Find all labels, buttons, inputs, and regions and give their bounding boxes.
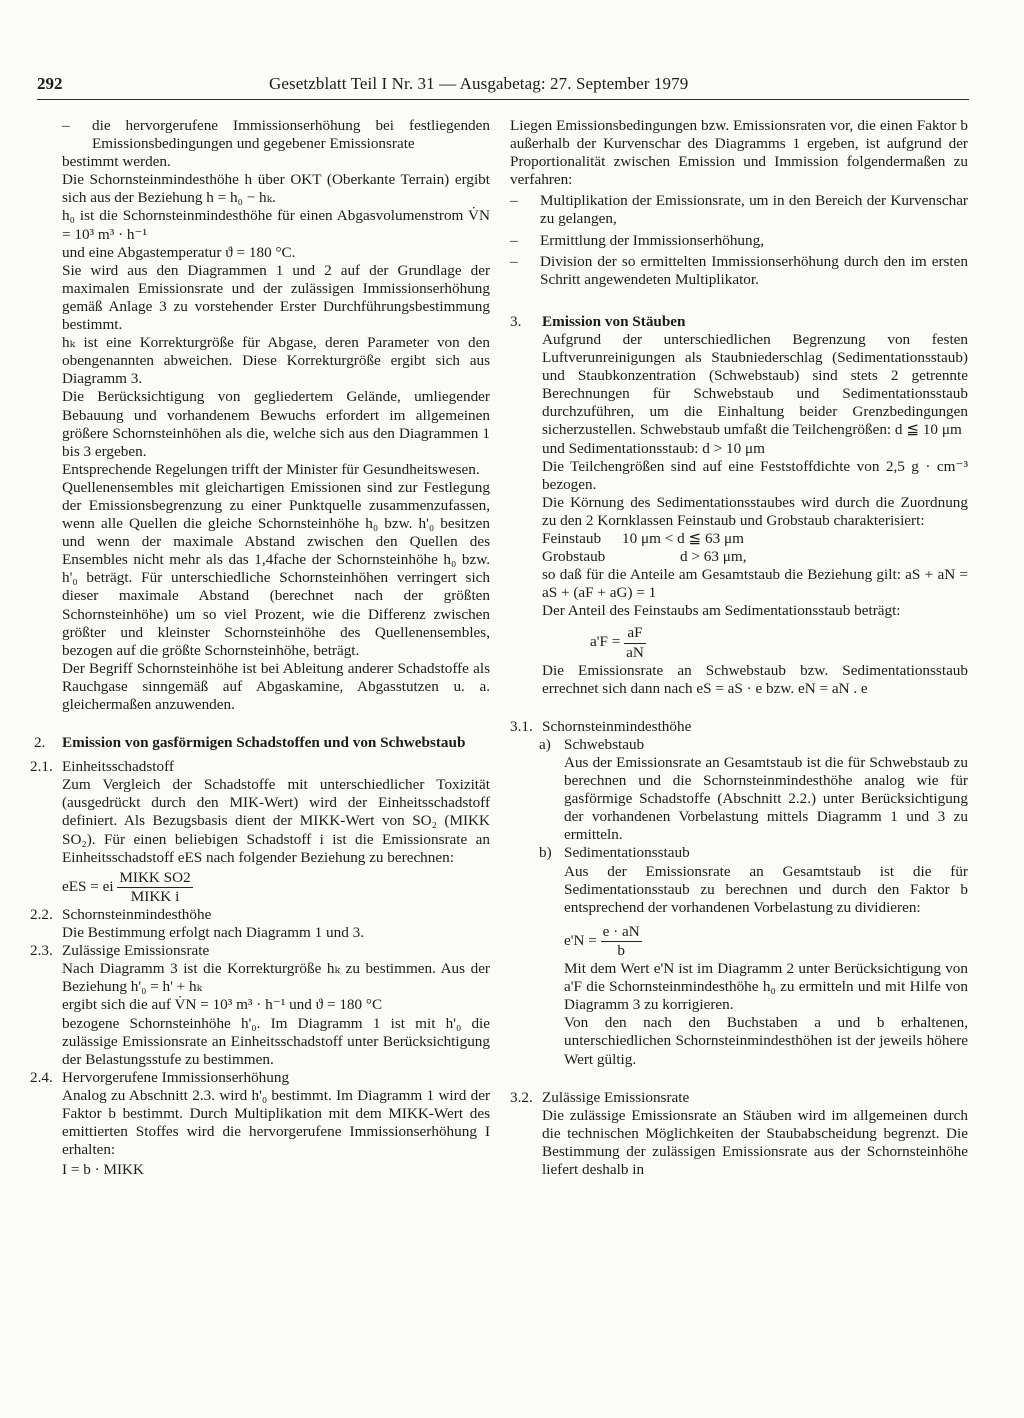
paragraph: Entsprechende Regelungen trifft der Minister für Gesundheitswesen. — [62, 460, 480, 478]
paragraph: Mit dem Wert e'N ist im Diagramm 2 unter Berücksichtigung von a'F die Schornsteinmindesthöhe h₀ zu ermitteln und mit Hilfe von Diagramm 3 zu korrigieren. — [564, 960, 968, 1014]
paragraph: Aus der Emissionsrate an Gesamtstaub ist die für Sedimentationsstaub zu berechnen und durch den Faktor b entsprechend der vorhandenen Vorbelastung zu dividieren: — [564, 862, 968, 916]
subsection-heading: 2.2. Schornsteinmindesthöhe — [30, 905, 212, 923]
paragraph: h₀ ist die Schornsteinmindesthöhe für einen Abgasvolumenstrom V̇N = 10³ m³ · h⁻¹ — [62, 207, 490, 243]
paragraph: Die Emissionsrate an Schwebstaub bzw. Sedimentationsstaub errechnet sich dann nach eS = aS · e bzw. eN = aN . e — [542, 661, 968, 697]
subsection-heading: 3.1. Schornsteinmindesthöhe — [510, 717, 692, 735]
paragraph: Zum Vergleich der Schadstoffe mit unterschiedlicher Toxizität (ausgedrückt durch den MIK-Wert) wird der Einheitsschadstoff definiert. Als Bezugsbasis dient der MIKK-Wert von SO₂ (MIKK SO₂). Für einen beliebigen Schadstoff i ist die Emissionsrate an Einheitsschadstoff eES nach folgender Beziehung zu berechnen: — [62, 776, 490, 866]
list-item: – Multiplikation der Emissionsrate, um in den Bereich der Kurvenschar zu gelangen, — [510, 192, 968, 228]
page-number: 292 — [37, 74, 63, 93]
paragraph: und Sedimentationsstaub: d > 10 μm — [542, 439, 765, 457]
paragraph: Nach Diagramm 3 ist die Korrekturgröße hₖ zu bestimmen. Aus der Beziehung h'₀ = h' + hₖ — [62, 960, 490, 996]
paragraph: bestimmt werden. — [62, 153, 171, 171]
paragraph: bezogene Schornsteinhöhe h'₀. Im Diagramm 1 ist mit h'₀ die zulässige Emissionsrate an Einheitsschadstoff unter Berücksichtigung der Belastungsstufe zu bestimmen. — [62, 1014, 490, 1068]
paragraph: hₖ ist eine Korrekturgröße für Abgase, deren Parameter von den obengenannten abweichen. Diese Korrekturgröße ergibt sich aus Diagramm 3. — [62, 334, 490, 388]
list-item: – Division der so ermittelten Immissionserhöhung durch den im ersten Schritt angewendeten Multiplikator. — [510, 252, 968, 288]
paragraph: Die Berücksichtigung von gegliedertem Gelände, umliegender Bebauung und vorhandenem Bewuchs erfordert im allgemeinen größere Schornsteinhöhen als die, welche sich aus den Diagrammen 1 bis 3 ergeben. — [62, 388, 490, 460]
paragraph: Die Teilchengrößen sind auf eine Feststoffdichte von 2,5 g · cm⁻³ bezogen. — [542, 457, 968, 493]
list-item: – die hervorgerufene Immissionserhöhung bei festliegenden Emissionsbedingungen und gegebener Emissionsrate — [62, 117, 490, 153]
equation: a'F = $\frac{aF}{aN}$ — [590, 624, 644, 661]
left-column — [30, 117, 490, 1179]
paragraph: Die Schornsteinmindesthöhe h über OKT (Oberkante Terrain) ergibt sich aus der Beziehung h = h₀ − hₖ. — [62, 171, 490, 207]
table-row: Feinstaub 10 μm < d ≦ 63 μm — [542, 529, 744, 547]
page-header — [37, 73, 969, 100]
list-item: – Ermittlung der Immissionserhöhung, — [510, 231, 764, 249]
paragraph: ergibt sich die auf V̇N = 10³ m³ · h⁻¹ und ϑ = 180 °C — [62, 996, 383, 1014]
fraction: $\frac{aF}{aN}$ — [626, 624, 644, 661]
equation: I = b · MIKK — [62, 1161, 144, 1179]
list-item: b) Sedimentationsstaub — [539, 844, 690, 862]
paragraph: Sie wird aus den Diagrammen 1 und 2 auf der Grundlage der maximalen Emissionsrate und der zulässigen Immissionserhöhung gemäß Anlage 3 zu vorstehender Erster Durchführungsbestimmung bestimmt. — [62, 261, 490, 334]
paragraph: und eine Abgastemperatur ϑ = 180 °C. — [62, 243, 296, 261]
paragraph: Aufgrund der unterschiedlichen Begrenzung von festen Luftverunreinigungen als Staubniederschlag (Sedimentationsstaub) und Staubkonzentration (Schwebstaub) sind stets 2 getrennte Berechnungen für Schwebstaub und Sedimentationsstaub durchzuführen, um die Einhaltung beider Grenzbedingungen sicherzustellen. Schwebstaub umfaßt die Teilchengrößen: d ≦ 10 μm — [542, 330, 968, 439]
section-heading: 3. Emission von Stäuben — [510, 312, 686, 330]
subsection-heading: 2.1. Einheitsschadstoff — [30, 758, 174, 776]
header-title: Gesetzblatt Teil I Nr. 31 — Ausgabetag: 27. September 1979 — [269, 74, 689, 93]
fraction: $\frac{\text{MIKK SO2}}{\text{MIKK i}}$ — [119, 868, 191, 905]
paragraph: Die Körnung des Sedimentationsstaubes wird durch die Zuordnung zu den 2 Kornklassen Feinstaub und Grobstaub charakterisiert: — [542, 493, 968, 529]
subsection-heading: 3.2. Zulässige Emissionsrate — [510, 1088, 690, 1106]
paragraph: Liegen Emissionsbedingungen bzw. Emissionsraten vor, die einen Faktor b außerhalb der Kurvenschar des Diagramms 1 ergeben, ist aufgrund der Proportionalität zwischen Emission und Immission folgendermaßen zu verfahren: — [510, 117, 968, 189]
right-column — [510, 117, 968, 1179]
paragraph: Der Anteil des Feinstaubs am Sedimentationsstaub beträgt: — [542, 602, 901, 620]
list-item: a) Schwebstaub — [539, 735, 645, 753]
paragraph: Die zulässige Emissionsrate an Stäuben wird im allgemeinen durch die technischen Möglichkeiten der Staubabscheidung begrenzt. Die Bestimmung der zulässigen Emissionsrate aus der Schornsteinhöhe liefert deshalb in — [542, 1106, 968, 1178]
paragraph: Von den nach den Buchstaben a und b erhaltenen, unterschiedlichen Schornsteinmindesthöhen ist der jeweils höhere Wert gültig. — [564, 1014, 968, 1068]
subsection-heading: 2.4. Hervorgerufene Immissionserhöhung — [30, 1068, 290, 1086]
paragraph: Quellenensembles mit gleichartigen Emissionen sind zur Festlegung der Emissionsbegrenzung zu einer Punktquelle zusammenzufassen, wenn alle Quellen die gleiche Schornsteinhöhe h₀ bzw. h'₀ besitzen und wenn der maximale Abstand zwischen den Quellen des Ensembles nicht mehr als das 1,4fache der Schornsteinhöhe h₀ bzw. h'₀ beträgt. Für unterschiedliche Schornsteinhöhen verringert sich dieser maximale Abstand (berechnet nach der größten Schornsteinhöhe) um so viel Prozent, wie die Differenz zwischen größter und kleinster Schornsteinhöhe des Quellenensembles, bezogen auf die größte Schornsteinhöhe, beträgt. — [62, 478, 490, 659]
equation: eES = ei $\frac{\text{MIKK SO2}}{\text{MIKK i}}$ — [62, 868, 191, 905]
paragraph: so daß für die Anteile am Gesamtstaub die Beziehung gilt: aS + aN = aS + (aF + aG) = 1 — [542, 566, 968, 602]
paragraph: Analog zu Abschnitt 2.3. wird h'₀ bestimmt. Im Diagramm 1 wird der Faktor b bestimmt. Durch Multiplikation mit dem MIKK-Wert des emittierten Stoffes wird die hervorgerufene Immissionserhöhung I erhalten: — [62, 1086, 490, 1159]
subsection-heading: 2.3. Zulässige Emissionsrate — [30, 942, 210, 960]
fraction: $\frac{e \cdot aN}{b}$ — [602, 922, 640, 959]
table-row: Grobstaub d > 63 μm, — [542, 548, 747, 566]
section-heading: 2. Emission von gasförmigen Schadstoffen und von Schwebstaub — [34, 734, 466, 752]
paragraph: Der Begriff Schornsteinhöhe ist bei Ableitung anderer Schadstoffe als Rauchgase sinngemäß auf Abgaskamine, Abgasstutzen u. a. gleichermaßen anzuwenden. — [62, 659, 490, 713]
paragraph: Aus der Emissionsrate an Gesamtstaub ist die für Schwebstaub zu berechnen und die Schornsteinmindesthöhe analog wie für gasförmige Schadstoffe (Abschnitt 2.2.) unter Berücksichtigung der vorhandenen Vorbelastung mittels Diagramm 1 und 3 zu ermitteln. — [564, 754, 968, 844]
paragraph: Die Bestimmung erfolgt nach Diagramm 1 und 3. — [62, 924, 364, 942]
equation: e'N = $\frac{e \cdot aN}{b}$ — [564, 922, 640, 959]
